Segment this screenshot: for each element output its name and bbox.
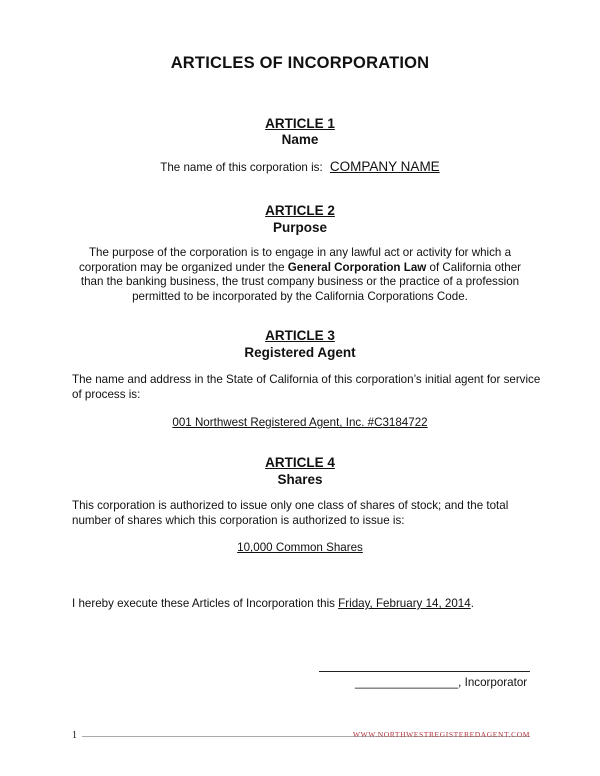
article-4-text: This corporation is authorized to issue only one class of shares of stock; and the total number of shares which this corporation is authorized to issue is:: [72, 499, 509, 527]
article-2-number: ARTICLE 2: [265, 203, 335, 218]
execution-suffix: .: [470, 597, 474, 610]
article-3-name: Registered Agent: [244, 345, 356, 360]
share-count: 10,000 Common Shares: [237, 541, 363, 554]
signature-line: [319, 671, 530, 672]
document-title: ARTICLES OF INCORPORATION: [170, 54, 430, 72]
article-4-number: ARTICLE 4: [265, 455, 335, 470]
execution-statement: [72, 597, 542, 612]
article-4-name: Shares: [277, 472, 323, 487]
article-3-number: ARTICLE 3: [265, 328, 335, 343]
article-3-text: The name and address in the State of California of this corporation’s initial agent for service of process is:: [72, 373, 541, 401]
article-4-shares: [0, 541, 600, 556]
incorporator-blank: ________________: [355, 676, 459, 689]
incorporator-line: [355, 676, 527, 689]
execution-date: Friday, February 14, 2014: [338, 597, 471, 610]
incorporator-label: , Incorporator: [458, 676, 528, 689]
article-1-name: Name: [281, 132, 319, 147]
execution-prefix: I hereby execute these Articles of Incorporation this: [72, 597, 339, 610]
article-2-text-part2: of California other than the banking business, the trust company business or the practice of a profession permitted to be incorporated by the California Corporations Code.: [80, 260, 522, 303]
registered-agent: 001 Northwest Registered Agent, Inc. #C3184722: [172, 416, 428, 429]
company-name: COMPANY NAME: [329, 159, 440, 174]
article-2-text: [70, 246, 530, 304]
article-2-text-bold: General Corporation Law: [287, 260, 427, 274]
article-1-number: ARTICLE 1: [265, 116, 335, 131]
article-3-agent: [0, 416, 600, 431]
article-1-text: [0, 160, 600, 176]
article-2-text-part1: The purpose of the corporation is to engage in any lawful act or activity for which a corporation may be organized under the: [78, 246, 512, 274]
article-2-name: Purpose: [272, 220, 327, 235]
page-number: 1: [72, 730, 77, 741]
footer-website: WWW.NORTHWESTREGISTEREDAGENT.COM: [352, 730, 530, 739]
article-1-prefix: The name of this corporation is:: [160, 161, 323, 174]
